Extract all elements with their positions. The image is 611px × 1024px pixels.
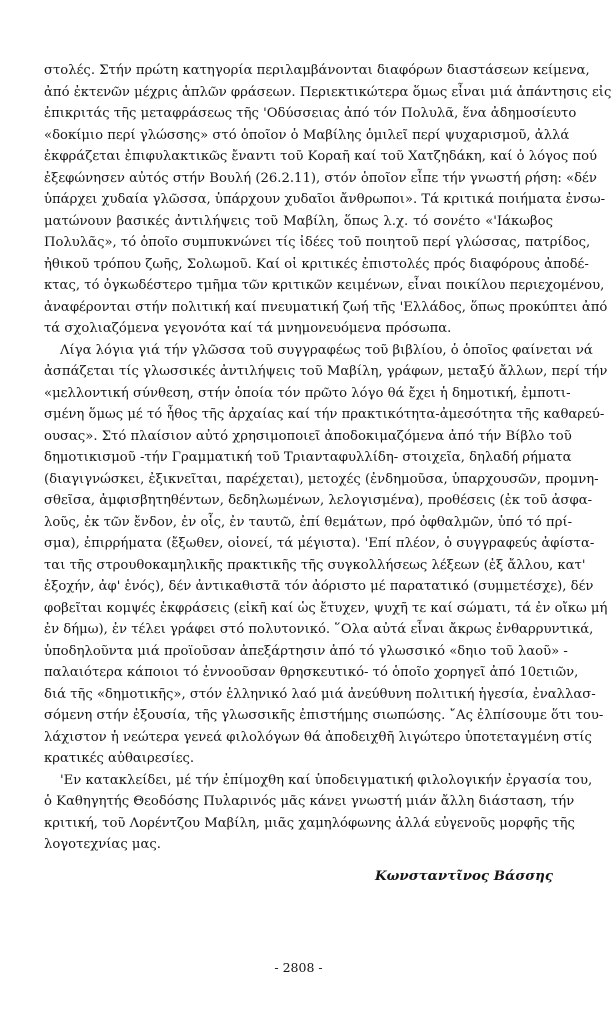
paragraph-line: σμένη ὅμως μέ τό ἦθος τῆς ἀρχαίας καί τήν πρακτικότητα-ἀμεσότητα τῆς καθαρεύ- xyxy=(44,407,605,422)
paragraph-line: «δοκίμιο περί γλώσσης» στό ὁποῖον ὁ Μαβίλης ὁμιλεῖ περί ψυχαρισμοῦ, ἀλλά xyxy=(44,127,570,143)
paragraph-line: κριτική, τοῦ Λορέντζου Μαβίλη, μιᾶς χαμηλόφωνης ἀλλά εὐγενοῦς μορφῆς τῆς xyxy=(44,815,575,831)
paragraph-line: σθεῖσα, ἀμφισβητηθέντων, δεδηλωμένων, λελογισμένα), προθέσεις (ἐκ τοῦ ἀσφα- xyxy=(44,493,593,508)
paragraph-line: δημοτικισμοῦ -τήν Γραμματική τοῦ Τριανταφυλλίδη- στοιχεῖα, δηλαδή ρήματα xyxy=(44,450,572,465)
paragraph-line: στολές. Στήν πρώτη κατηγορία περιλαμβάνονται διαφόρων διαστάσεων κείμενα, xyxy=(44,63,590,78)
author-signature: Κωνσταντῖνος Βάσσης xyxy=(375,867,553,884)
paragraph-line: 'Εν κατακλείδει, μέ τήν ἐπίμοχθη καί ὑποδειγματική φιλολογικήν ἐργασία του, xyxy=(60,772,593,788)
paragraph-line: ματώνουν βασικές ἀντιλήψεις τοῦ Μαβίλη, ὅπως λ.χ. τό σονέτο «'Ιάκωβος xyxy=(44,213,553,229)
paragraph-line: κτας, τό ὀγκωδέστερο τμῆμα τῶν κριτικῶν κειμένων, εἶναι ποικίλου περιεχομένου, xyxy=(44,278,605,293)
paragraph-line: ὑποδηλοῦντα μιά προϊοῦσαν ἀπεξάρτησιν ἀπό τό γλωσσικό «δηιο τοῦ λαοῦ» - xyxy=(44,643,568,659)
paragraph-line: «μελλοντική σύνθεση, στήν ὁποία τόν πρῶτο λόγο θά ἔχει ἡ δημοτική, ἐμποτι- xyxy=(44,385,571,401)
paragraph-line: ἀπό ἐκτενῶν μέχρις ἁπλῶν φράσεων. Περιεκτικώτερα ὅμως εἶναι μιά ἀπάντησις εἰς xyxy=(44,84,611,100)
paragraph-line: κρατικές αὐθαιρεσίες. xyxy=(44,751,195,766)
paragraph-line: διά τῆς «δημοτικῆς», στόν ἑλληνικό λαό μιά ἀνεύθυνη πολιτική ἡγεσία, ἐναλλασ- xyxy=(44,686,596,702)
paragraph-line: λογοτεχνίας μας. xyxy=(44,837,161,852)
paragraph-line: λάχιστον ἡ νεώτερα γενεά φιλολόγων θά ἀποδειχθῆ λιγώτερο ὑποτεταγμένη στίς xyxy=(44,729,592,745)
document-page xyxy=(44,60,611,887)
paragraph-line: σμα), ἐπιρρήματα (ἔξωθεν, οἱονεί, τά μέγιστα). 'Επί πλέον, ὁ συγγραφεύς ἀφίστα- xyxy=(44,536,595,551)
paragraph-line: τά σχολιαζόμενα γεγονότα καί τά μνημονευόμενα πρόσωπα. xyxy=(44,321,452,336)
paragraph-line: Λίγα λόγια γιά τήν γλῶσσα τοῦ συγγραφέως τοῦ βιβλίου, ὁ ὁποῖος φαίνεται νά xyxy=(60,342,593,358)
paragraph-line: ὁ Καθηγητής Θεοδόσης Πυλαρινός μᾶς κάνει γνωστή μιάν ἄλλη διάσταση, τήν xyxy=(44,794,575,809)
paragraph-line: ἀναφέρονται στήν πολιτική καί πνευματική ζωή τῆς 'Ελλάδος, ὅπως προκύπτει ἀπό xyxy=(44,299,608,315)
paragraph-line: ἐν δήμω), ἐν τέλει γράφει στό πολυτονικό. ῞Ολα αὐτά εἶναι ἄκρως ἐνθαρρυντικά, xyxy=(44,622,594,637)
paragraph-line: ἐπικριτάς τῆς μεταφράσεως τῆς 'Οδύσσειας ἀπό τόν Πολυλᾶ, ἕνα ἀδημοσίευτο xyxy=(44,106,577,121)
paragraph-line: ἐξοχήν, ἀφ' ἑνός), δέν ἀντικαθιστᾶ τόν ἀόριστο μέ παρατατικό (συμμετέσχε), δέν xyxy=(44,579,594,594)
paragraph-line: ουσας». Στό πλαίσιον αὐτό χρησιμοποιεῖ ἀποδοκιμαζόμενα ἀπό τήν Βίβλο τοῦ xyxy=(44,428,572,444)
paragraph-line: (διαγιγνώσκει, ἐξικνεῖται, παρέχεται), μετοχές (ἐνδημοῦσα, ὑπαρχουσῶν, προμνη- xyxy=(44,471,599,487)
paragraph-line: ὑπάρχει χυδαία γλῶσσα, ὑπάρχουν χυδαῖοι ἄνθρωποι». Τά κριτικά ποιήματα ἐνσω- xyxy=(44,192,606,207)
paragraph-line: Πολυλᾶς», τό ὁποῖο συμπυκνώνει τίς ἰδέες τοῦ ποιητοῦ περί γλώσσας, πατρίδος, xyxy=(44,235,591,250)
paragraph-line: λοῦς, ἐκ τῶν ἔνδον, ἐν οἷς, ἐν ταυτῶ, ἐπί θεμάτων, πρό ὀφθαλμῶν, ὑπό τό πρί- xyxy=(44,514,573,530)
paragraph-line: παλαιότερα κάποιοι τό ἐννοοῦσαν θρησκευτικό- τό ὁποῖο χορηγεῖ ἀπό 10ετιῶν, xyxy=(44,665,579,680)
paragraph-line: ἐξεφώνησεν αὐτός στήν Βουλή (26.2.11), στόν ὁποῖον εἶπε τήν γνωστή ρήση: «δέν xyxy=(44,170,597,186)
article-body xyxy=(44,60,611,856)
paragraph-line: ἀσπάζεται τίς γλωσσικές ἀντιλήψεις τοῦ Μαβίλη, γράφων, μεταξύ ἄλλων, περί τήν xyxy=(44,364,608,379)
paragraph-line: σόμενη στήν ἐξουσία, τῆς γλωσσικῆς ἐπιστήμης σιωπώσης. ῎Ας ἐλπίσουμε ὅτι του- xyxy=(44,708,604,723)
paragraph-line: ται τῆς στρουθοκαμηλικῆς πρακτικῆς τῆς συγκολλήσεως λέξεων (ἐξ ἄλλου, κατ' xyxy=(44,557,586,573)
paragraph-line: ἐκφράζεται ἐπιφυλακτικῶς ἔναντι τοῦ Κοραῆ καί τοῦ Χατζηδάκη, καί ὁ λόγος πού xyxy=(44,149,598,164)
paragraph-line: φοβεῖται κομψές ἐκφράσεις (εἰκῆ καί ὡς ἔτυχεν, ψυχῆ τε καί σώματι, τά ἐν οἴκω μή xyxy=(44,600,608,616)
paragraph-line: ἠθικοῦ τρόπου ζωῆς, Σολωμοῦ. Καί οἱ κριτικές ἐπιστολές πρός διαφόρους ἀποδέ- xyxy=(44,256,589,272)
page-number: - 2808 - xyxy=(274,960,323,975)
